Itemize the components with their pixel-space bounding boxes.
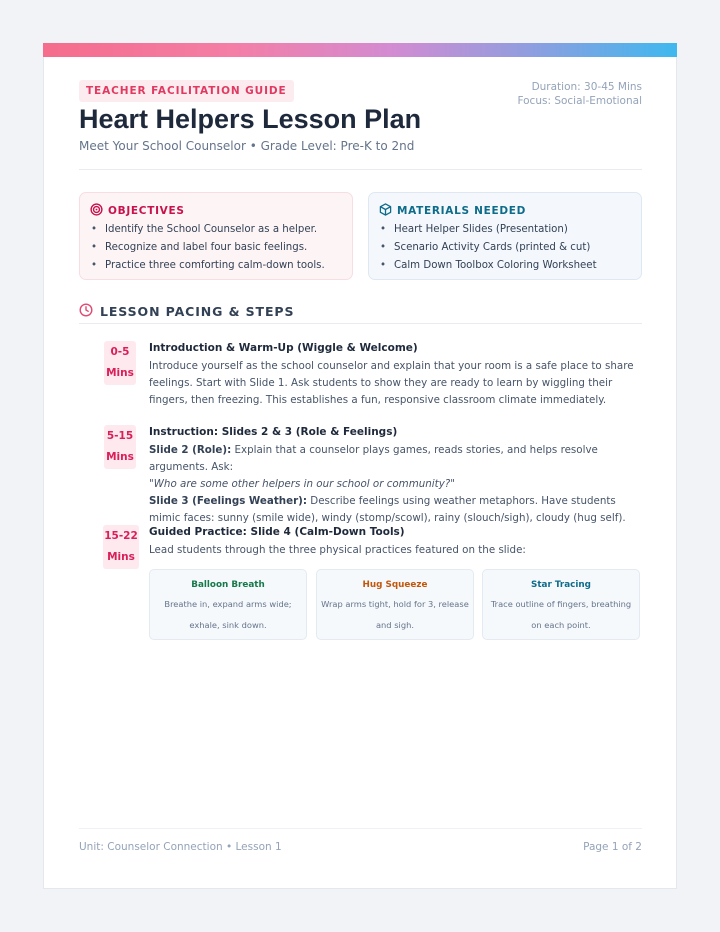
- lesson-plan-page: [43, 43, 677, 889]
- page-subtitle: Meet Your School Counselor • Grade Level: Pre-K to 2nd: [79, 139, 415, 153]
- time-badge: [104, 341, 136, 385]
- divider: [79, 169, 642, 170]
- footer-page-number: Page 1 of 2: [583, 841, 642, 853]
- tool-desc-line: exhale, sink down.: [189, 620, 267, 630]
- guide-badge: TEACHER FACILITATION GUIDE: [79, 80, 294, 102]
- lesson-meta: [517, 80, 642, 108]
- materials-card: [368, 192, 642, 280]
- step-text: Lead students through the three physical practices featured on the slide:: [149, 544, 526, 556]
- step-body: [149, 525, 642, 630]
- time-unit: Mins: [106, 367, 134, 379]
- tool-card-balloon-breath: [149, 569, 307, 640]
- step-body: [149, 341, 642, 409]
- step-title: Introduction & Warm-Up (Wiggle & Welcome): [149, 342, 418, 354]
- time-badge: [104, 425, 136, 469]
- tool-desc-line: Breathe in, expand arms wide;: [164, 599, 292, 609]
- time-unit: Mins: [107, 551, 135, 563]
- tool-name: Hug Squeeze: [362, 580, 428, 590]
- time-range: 5-15: [106, 430, 134, 442]
- tool-desc: [483, 594, 639, 636]
- objectives-list: [90, 221, 342, 275]
- step-text: Introduce yourself as the school counselor and explain that your room is a safe place to share feelings. Start with Slide 1. Ask students to show they are ready to learn by wiggling their fingers, then freezing. This establishes a fun, responsive classroom climate immediately.: [149, 360, 634, 406]
- time-badge: [103, 525, 139, 569]
- role-label: Slide 2 (Role):: [149, 444, 232, 456]
- box-icon: [379, 203, 392, 219]
- feelings-text: Describe feelings using weather metaphors. Have students mimic faces: sunny (smile wide), windy (stomp/scowl), rainy (slouch/sigh), cloudy (hug self).: [149, 495, 626, 524]
- step-body: [149, 425, 642, 527]
- time-unit: Mins: [106, 451, 134, 463]
- calm-tools-grid: [149, 569, 642, 642]
- step-text-feelings: [149, 493, 642, 527]
- role-quote: "Who are some other helpers in our school or community?": [149, 478, 455, 490]
- objective-item: • Identify the School Counselor as a helper.: [90, 221, 342, 239]
- step-title: Instruction: Slides 2 & 3 (Role & Feelings): [149, 426, 398, 438]
- step-text-role: [149, 442, 642, 493]
- step-title: Guided Practice: Slide 4 (Calm-Down Tools): [149, 526, 405, 538]
- pacing-heading: LESSON PACING & STEPS: [100, 304, 295, 319]
- materials-heading: MATERIALS NEEDED: [397, 205, 527, 217]
- tool-desc-line: and sigh.: [375, 620, 415, 630]
- focus-text: Focus: Social-Emotional: [517, 95, 642, 107]
- page-title: Heart Helpers Lesson Plan: [79, 104, 422, 134]
- clock-icon: [79, 303, 93, 320]
- gradient-top-bar: [43, 43, 677, 57]
- tool-desc: [150, 594, 306, 636]
- tool-desc: [317, 594, 473, 636]
- materials-header: [379, 203, 631, 219]
- material-item: • Heart Helper Slides (Presentation): [379, 221, 631, 239]
- objective-item: • Practice three comforting calm-down tools.: [90, 257, 342, 275]
- material-item: • Calm Down Toolbox Coloring Worksheet: [379, 257, 631, 275]
- material-item: • Scenario Activity Cards (printed & cut): [379, 239, 631, 257]
- objective-item: • Recognize and label four basic feelings.: [90, 239, 342, 257]
- pacing-section-header: [79, 303, 294, 320]
- objectives-header: [90, 203, 342, 219]
- materials-list: [379, 221, 631, 275]
- tool-name: Balloon Breath: [191, 580, 265, 590]
- time-range: 15-22: [104, 530, 138, 542]
- tool-card-hug-squeeze: [316, 569, 474, 640]
- role-text: Explain that a counselor plays games, reads stories, and helps resolve arguments. Ask:: [149, 444, 598, 473]
- tool-name: Star Tracing: [531, 580, 591, 590]
- time-range: 0-5: [110, 346, 130, 358]
- footer-unit: Unit: Counselor Connection • Lesson 1: [79, 841, 282, 853]
- divider: [79, 323, 642, 324]
- feelings-label: Slide 3 (Feelings Weather):: [149, 495, 307, 507]
- footer-divider: [79, 828, 642, 829]
- objectives-card: [79, 192, 353, 280]
- tool-desc-line: Trace outline of fingers, breathing: [490, 599, 632, 609]
- objectives-heading: OBJECTIVES: [108, 205, 185, 217]
- tool-desc-line: on each point.: [531, 620, 591, 630]
- duration-text: Duration: 30-45 Mins: [531, 81, 642, 93]
- target-icon: [90, 203, 103, 219]
- tool-card-star-tracing: [482, 569, 640, 640]
- tool-desc-line: Wrap arms tight, hold for 3, release: [321, 599, 469, 609]
